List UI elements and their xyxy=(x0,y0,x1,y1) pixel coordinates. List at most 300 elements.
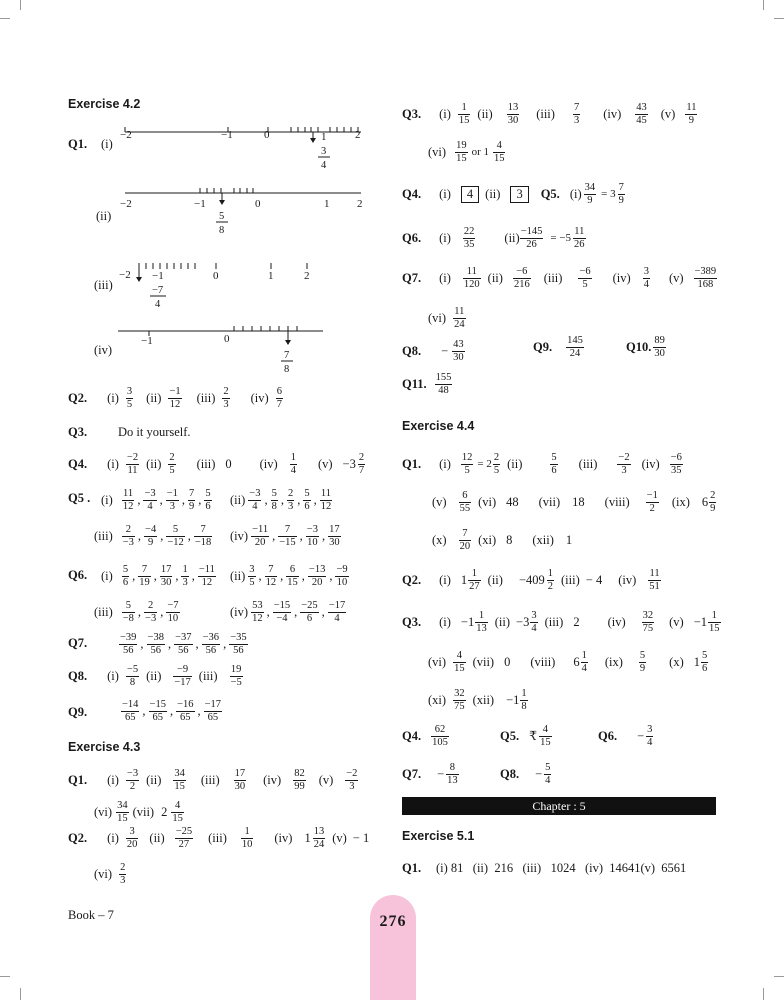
ex44-q1-row2 xyxy=(432,490,717,515)
value: 18 xyxy=(572,495,585,510)
fraction: 1 15 xyxy=(458,102,470,127)
question-label: Q6. xyxy=(598,729,618,744)
fraction: 62 105 xyxy=(432,724,448,749)
part-label: (iv) xyxy=(607,615,626,630)
fraction: 43 45 xyxy=(636,102,647,127)
fraction: −7 10 xyxy=(167,600,179,625)
whole-part: −3 xyxy=(342,457,356,472)
part-label: (vi) xyxy=(94,805,113,820)
question-label: Q4. xyxy=(402,729,422,744)
fraction: 2 −3 xyxy=(145,600,157,625)
text: or 1 xyxy=(471,146,489,159)
text: = 3 xyxy=(601,188,616,201)
text: = 2 xyxy=(477,458,492,471)
fraction: −1 12 xyxy=(169,386,181,411)
crop-mark xyxy=(20,0,21,10)
question-label: Q2. xyxy=(402,573,422,588)
fraction: −2 3 xyxy=(618,452,630,477)
part-label: (i) xyxy=(101,137,113,151)
fraction: 13 24 xyxy=(313,826,325,851)
crop-mark xyxy=(774,18,784,19)
part-label: (vi) xyxy=(428,311,447,326)
fraction: −3 2 xyxy=(126,768,139,793)
fraction: −14 65 xyxy=(122,699,139,724)
tick-label: 1 xyxy=(321,131,327,143)
ex44-q3-row3 xyxy=(428,688,529,713)
question-label: Q9. xyxy=(68,705,88,719)
part-label: (v) xyxy=(660,107,676,122)
fraction: 7 19 xyxy=(139,564,150,589)
part-label: (v) xyxy=(669,615,684,630)
ex44-q1-row3 xyxy=(432,528,572,553)
question-label: Q5. xyxy=(500,729,520,744)
ex42-q5-iv: (iv) −11 20 , 7 −15 , −3 10 , 17 30 xyxy=(230,524,340,549)
question-label: Q9. xyxy=(533,340,553,355)
part-label: (ii) xyxy=(146,773,162,788)
part-label: (ii) xyxy=(146,391,162,406)
fraction: −3 10 xyxy=(306,524,318,549)
part-label: (vi) xyxy=(94,867,113,882)
answer-text: Do it yourself. xyxy=(118,425,191,439)
fraction: −36 56 xyxy=(202,632,220,657)
tick-label: −1 xyxy=(194,198,206,210)
value: 1 xyxy=(565,533,573,548)
part-label: (vii) xyxy=(538,495,561,510)
ex42-q5-ii: (ii) −3 4 , 5 8 , 2 3 , 5 6 , 11 12 xyxy=(230,488,332,513)
fraction: 1 13 xyxy=(476,610,487,635)
question-label: Q2. xyxy=(68,391,88,406)
fraction: 17 30 xyxy=(329,524,340,549)
part-label: (iii) xyxy=(200,773,220,788)
whole-part: 6 xyxy=(701,495,709,510)
fraction: 3 4 xyxy=(643,266,649,291)
ex42-q5-iii: (iii) 2 −3 , −4 9 , 5 −12 , 7 −18 xyxy=(94,524,212,549)
fraction: −6 216 xyxy=(513,266,530,291)
marker-numerator: 3 xyxy=(321,146,327,157)
right-q8 xyxy=(402,339,466,364)
tick-label: −2 xyxy=(120,129,132,141)
part-label: (iii) xyxy=(94,605,113,620)
fraction: 32 75 xyxy=(454,688,465,713)
part-label: (i) xyxy=(107,831,119,846)
part-label: (x) xyxy=(432,533,447,548)
part-label: (ii) xyxy=(507,457,523,472)
part-label: (iv) xyxy=(94,343,113,357)
part-label: (v) xyxy=(668,271,684,286)
fraction: 1 15 xyxy=(709,610,720,635)
question-label: Q7. xyxy=(68,636,88,650)
page-number: 276 xyxy=(370,895,416,1000)
part-label: (xii) xyxy=(472,693,495,708)
part-label: (iii) xyxy=(208,831,227,846)
fraction: 7 12 xyxy=(265,564,277,589)
part-label: (i) xyxy=(101,493,113,508)
ex44-q2 xyxy=(402,568,662,593)
fraction: 11 12 xyxy=(320,488,332,513)
question-label: Q8. xyxy=(402,344,422,359)
fraction: $\frac{12}{5}$ xyxy=(461,452,473,477)
fraction: $\frac{5}{4}$ xyxy=(545,762,551,787)
part-label: (v) xyxy=(318,773,334,788)
right-q7-vi xyxy=(428,306,467,331)
question-label: Q8. xyxy=(68,669,88,684)
part-label: (ix) xyxy=(604,655,623,670)
question-label: Q11. xyxy=(402,377,427,392)
fraction: −17 65 xyxy=(204,699,222,724)
tick-label: −1 xyxy=(141,335,153,347)
chapter-bar: Chapter : 5 xyxy=(402,797,716,815)
right-q11 xyxy=(402,372,453,397)
whole-part: 2 xyxy=(161,805,168,820)
question-label: Q5 . xyxy=(68,491,91,505)
part-label: (iv) xyxy=(641,457,660,472)
fraction: 6 15 xyxy=(287,564,298,589)
part-label: (ii) xyxy=(230,493,246,508)
part-label: (ix) xyxy=(671,495,690,510)
crop-mark xyxy=(763,988,764,1000)
crop-mark xyxy=(774,976,784,977)
fraction: −2 11 xyxy=(126,452,139,477)
part-label: (viii) xyxy=(530,655,556,670)
ex42-q5-i: (i) 11 12 , −3 4 , −1 3 , 7 9 , 5 6 xyxy=(101,488,211,513)
marker-numerator: 5 xyxy=(219,211,225,222)
part-label: (i) xyxy=(107,457,119,472)
fraction: 22 35 xyxy=(463,226,475,251)
right-q3 xyxy=(402,102,698,127)
fraction: 2 3 xyxy=(287,488,294,513)
fraction: 1 10 xyxy=(241,826,253,851)
ex42-q2 xyxy=(68,386,284,411)
marker-denominator: 4 xyxy=(321,160,327,171)
value: 8 xyxy=(506,533,513,548)
fraction: −6 35 xyxy=(670,452,682,477)
right-q9 xyxy=(533,335,585,360)
fraction: −13 20 xyxy=(308,564,326,589)
fraction: −38 56 xyxy=(147,632,164,657)
whole-part: 1 xyxy=(460,573,468,588)
fraction: −17 4 xyxy=(328,600,346,625)
fraction: 13 30 xyxy=(507,102,519,127)
part-label: (i) xyxy=(439,573,451,588)
part-label: (vii) xyxy=(132,805,155,820)
part-label: (i) xyxy=(439,457,451,472)
part-label: (i) xyxy=(439,615,451,630)
fraction: −15 65 xyxy=(149,699,166,724)
fraction: 2 5 xyxy=(493,452,500,477)
fraction: 1 4 xyxy=(290,452,296,477)
part-label: (xii) xyxy=(532,533,554,548)
part-label: (ii) xyxy=(96,209,112,223)
ex43-q1-vi xyxy=(94,800,185,825)
ex43-q1 xyxy=(68,768,359,793)
part-label: (iii) xyxy=(196,457,216,472)
fraction: 3 20 xyxy=(126,826,138,851)
whole-part: −3 xyxy=(516,615,530,630)
fraction: 17 30 xyxy=(160,564,172,589)
tick-label: 2 xyxy=(355,129,361,141)
marker-denominator: 8 xyxy=(284,364,290,375)
part-label: (iv) xyxy=(612,271,631,286)
sign: − xyxy=(637,729,645,744)
fraction: 7 9 xyxy=(189,488,195,513)
part-label: (x) xyxy=(669,655,684,670)
exercise-5-1-heading: Exercise 5.1 xyxy=(402,829,475,843)
fraction: 2 9 xyxy=(710,490,716,515)
fraction: 4 15 xyxy=(454,650,465,675)
question-label: Q2. xyxy=(68,831,88,846)
number-line-ii xyxy=(118,185,368,240)
ex42-q6-i: (i) 5 6 , 7 19 , 17 30 , 1 3 , −11 12 xyxy=(101,564,215,589)
whole-part: 6 xyxy=(573,655,580,670)
part-label: (i) xyxy=(107,391,119,406)
crop-mark xyxy=(763,0,764,10)
part-label: (iii) xyxy=(94,278,113,292)
fraction: 17 30 xyxy=(234,768,246,793)
part-label: (iv) xyxy=(618,573,637,588)
fraction: −3 4 xyxy=(144,488,156,513)
fraction: 5 6 xyxy=(122,564,129,589)
fraction: 7 −18 xyxy=(194,524,212,549)
fraction: 11 51 xyxy=(649,568,660,593)
fraction: 7 9 xyxy=(618,182,624,207)
part-label: (ii) xyxy=(487,573,503,588)
part-label: (iii) xyxy=(544,615,564,630)
question-label: Q4. xyxy=(402,187,422,202)
part-label: (i) xyxy=(101,569,113,584)
fraction: 7 −15 xyxy=(279,524,296,549)
part-label: (i) xyxy=(439,187,451,202)
boxed-answer: 4 xyxy=(461,186,479,203)
fraction: −37 56 xyxy=(175,632,192,657)
part-label: (v) xyxy=(332,831,347,846)
ex42-q4 xyxy=(68,452,366,477)
question-label: Q7. xyxy=(402,271,422,286)
fraction: −15 −4 xyxy=(273,600,291,625)
part-label: (iv) xyxy=(603,107,622,122)
fraction: 1 8 xyxy=(521,688,527,713)
part-label: (vii) xyxy=(472,655,495,670)
fraction: 19 −5 xyxy=(230,664,242,689)
fraction: 3 5 xyxy=(249,564,255,589)
part-label: (xi) xyxy=(428,693,447,708)
fraction: 5 6 xyxy=(304,488,310,513)
part-label: (vi) xyxy=(478,495,497,510)
marker-denominator: 4 xyxy=(155,299,161,310)
crop-mark xyxy=(0,18,10,19)
fraction: 145 24 xyxy=(567,335,583,360)
crop-mark xyxy=(0,976,10,977)
tick-label: 0 xyxy=(255,198,261,210)
fraction: 6 7 xyxy=(276,386,282,411)
fraction: −9 −17 xyxy=(174,664,191,689)
part-label: (v) xyxy=(317,457,333,472)
whole-part: 1 xyxy=(304,831,311,846)
fraction: 11 26 xyxy=(574,226,585,251)
fraction: 2 3 xyxy=(120,862,126,887)
fraction: −9 10 xyxy=(336,564,348,589)
fraction: 11 9 xyxy=(686,102,697,127)
ex44-q3-row2 xyxy=(428,650,709,675)
part-label: (iv) xyxy=(230,529,249,544)
part-label: (iii) xyxy=(536,107,555,122)
right-q10 xyxy=(626,335,667,360)
crop-mark xyxy=(20,988,21,1000)
fraction: $\frac{-145}{26}$ xyxy=(520,226,543,251)
fraction: −1 3 xyxy=(166,488,178,513)
question-label: Q8. xyxy=(500,767,520,782)
fraction: 5 9 xyxy=(639,650,646,675)
part-label: (ii) xyxy=(477,107,493,122)
fraction: 5 −12 xyxy=(167,524,184,549)
fraction: 2 7 xyxy=(358,452,365,477)
fraction: −6 5 xyxy=(579,266,591,291)
tick-label: 0 xyxy=(213,270,219,282)
part-label: (ii) xyxy=(504,231,520,246)
whole-part: 1 xyxy=(693,655,700,670)
ex42-q6-iv: (iv) 53 12 , −15 −4 , −25 6 , −17 4 xyxy=(230,600,346,625)
sign: − xyxy=(437,767,445,782)
fraction: 4 15 xyxy=(172,800,183,825)
ex44-q7 xyxy=(402,762,460,787)
ex42-q8 xyxy=(68,664,244,689)
tick-label: 2 xyxy=(304,270,310,282)
part-label: (iv) xyxy=(259,457,278,472)
fraction: 4 15 xyxy=(540,724,551,749)
text: = −5 xyxy=(550,232,572,245)
ex42-q9: −14 65 , −15 65 , −16 65 , −17 65 xyxy=(122,699,222,724)
tick-label: 2 xyxy=(357,198,363,210)
fraction: 11 12 xyxy=(122,488,134,513)
tick-label: −2 xyxy=(119,269,131,281)
question-label: Q3. xyxy=(402,615,422,630)
part-label: (ii) xyxy=(149,831,165,846)
fraction: 1 4 xyxy=(581,650,587,675)
part-label: (ii) xyxy=(230,569,246,584)
part-label: (vi) xyxy=(428,655,447,670)
right-q4-q5 xyxy=(402,182,626,207)
fraction: 5 6 xyxy=(701,650,708,675)
ex43-q2 xyxy=(68,826,369,851)
number-line-iv xyxy=(118,322,328,377)
ex43-q2-vi xyxy=(94,862,127,887)
part-label: (iii) xyxy=(196,391,216,406)
fraction: 32 75 xyxy=(642,610,654,635)
marker-numerator: 7 xyxy=(284,350,290,361)
part-label: (iii) xyxy=(94,529,113,544)
answer-text: (i) 81 (ii) 216 (iii) 1024 (iv) 14641(v) 6561 xyxy=(436,861,687,875)
part-label: (i) xyxy=(439,107,451,122)
whole-part: −1 xyxy=(506,693,520,708)
fraction: 53 12 xyxy=(252,600,263,625)
part-label: (i) xyxy=(107,669,119,684)
fraction: −3 4 xyxy=(249,488,261,513)
fraction: −39 56 xyxy=(120,632,137,657)
part-label: (i) xyxy=(439,271,451,286)
boxed-answer: 3 xyxy=(510,186,528,203)
fraction: −25 6 xyxy=(301,600,318,625)
fraction: 89 30 xyxy=(654,335,665,360)
question-label: Q10. xyxy=(626,340,652,355)
fraction: 3 4 xyxy=(531,610,537,635)
fraction: 5 8 xyxy=(271,488,277,513)
fraction: −2 3 xyxy=(346,768,358,793)
ex42-q6-iii: (iii) 5 −8 , 2 −3 , −7 10 xyxy=(94,600,179,625)
part-label: (ii) xyxy=(487,271,503,286)
fraction: $\frac{43}{30}$ xyxy=(453,339,464,364)
ex42-q6-ii: (ii) 3 5 , 7 12 , 6 15 , −13 20 , −9 10 xyxy=(230,564,348,589)
question-label: Q1. xyxy=(402,457,422,472)
question-label: Q1. xyxy=(68,137,88,151)
fraction: $\frac{8}{13}$ xyxy=(447,762,458,787)
part-label: (iv) xyxy=(274,831,293,846)
fraction: 34 15 xyxy=(174,768,185,793)
part-label: (iv) xyxy=(250,391,269,406)
ex44-q6 xyxy=(598,724,654,749)
exercise-4-3-heading: Exercise 4.3 xyxy=(68,740,141,754)
question-label: Q4. xyxy=(68,457,88,472)
sign: − xyxy=(535,767,543,782)
fraction: 6 55 xyxy=(459,490,471,515)
tick-label: 1 xyxy=(268,270,274,282)
value: 48 xyxy=(506,495,519,510)
value: 0 xyxy=(225,457,232,472)
fraction: −16 65 xyxy=(177,699,194,724)
fraction: −4 9 xyxy=(145,524,157,549)
question-label: Q3. xyxy=(402,107,422,122)
question-label: Q6. xyxy=(68,568,88,582)
fraction: −35 56 xyxy=(230,632,247,657)
tick-label: −1 xyxy=(152,270,164,282)
fraction: $\frac{3}{4}$ xyxy=(647,724,653,749)
fraction: −1 2 xyxy=(646,490,658,515)
fraction: 5 6 xyxy=(205,488,211,513)
tick-label: 1 xyxy=(324,198,330,210)
fraction: 11 24 xyxy=(454,306,465,331)
ex44-q4 xyxy=(402,724,450,749)
fraction: 1 3 xyxy=(182,564,188,589)
value: − 1 xyxy=(352,831,370,846)
question-label: Q7. xyxy=(402,767,422,782)
part-label: (v) xyxy=(432,495,447,510)
part-label: (ii) xyxy=(146,669,162,684)
fraction: 155 48 xyxy=(435,372,452,397)
fraction: 1 2 xyxy=(547,568,554,593)
exercise-4-2-heading: Exercise 4.2 xyxy=(68,97,141,111)
value: 0 xyxy=(504,655,511,670)
part-label: (xi) xyxy=(478,533,497,548)
part-label: (i) xyxy=(439,231,451,246)
part-label: (ii) xyxy=(146,457,162,472)
sign: − xyxy=(441,344,449,359)
fraction: −389 168 xyxy=(694,266,717,291)
part-label: (ii) xyxy=(494,615,511,630)
part-label: (i) xyxy=(569,187,582,202)
exercise-4-4-heading: Exercise 4.4 xyxy=(402,419,475,433)
tick-label: −1 xyxy=(221,129,233,141)
ex44-q8 xyxy=(500,762,552,787)
fraction: 2 5 xyxy=(169,452,175,477)
tick-label: 0 xyxy=(264,129,270,141)
part-label: (iv) xyxy=(230,605,249,620)
fraction: 19 15 xyxy=(456,140,467,165)
question-label: Q1. xyxy=(68,773,88,788)
question-label: Q3. xyxy=(68,425,88,439)
fraction: 34 15 xyxy=(117,800,128,825)
part-label: (iii) xyxy=(198,669,218,684)
ex42-q7: −39 56 , −38 56 , −37 56 , −36 56 , −35 56 xyxy=(120,632,247,657)
marker-denominator: 8 xyxy=(219,225,225,236)
right-q6 xyxy=(402,226,587,251)
